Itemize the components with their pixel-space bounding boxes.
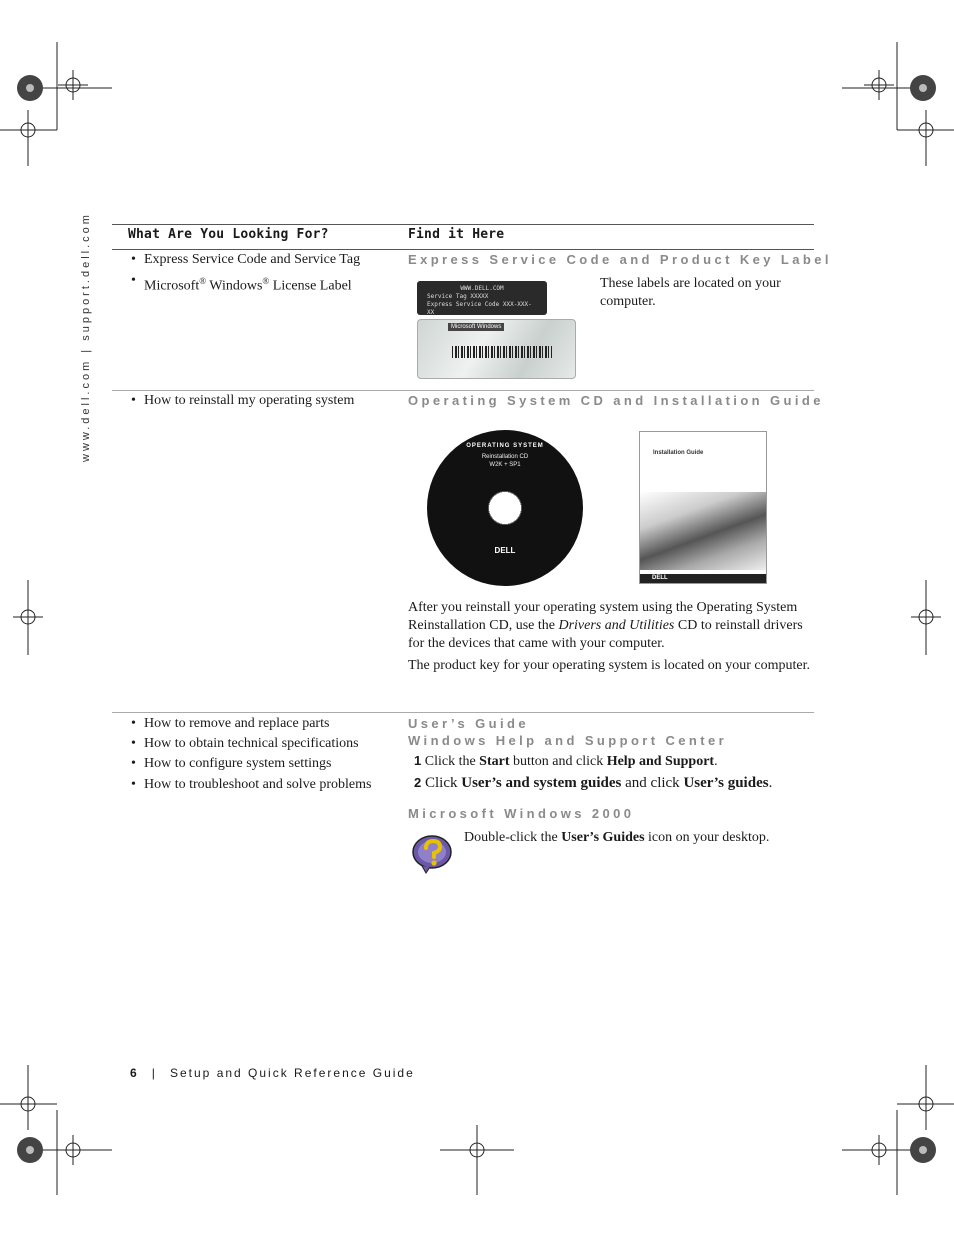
guide-footer-bar [640,574,766,583]
help-question-icon [410,832,454,874]
dell-logo: DELL [652,575,668,581]
list-item: • Express Service Code and Service Tag [144,251,360,269]
section-heading-w2k: Microsoft Windows 2000 [408,806,635,821]
list-item: • How to reinstall my operating system [144,392,354,410]
guide-cover-photo [640,492,766,570]
col-header-find-it: Find it Here [408,227,505,242]
footer-title: Setup and Quick Reference Guide [170,1066,415,1080]
label-location-text: These labels are located on your computer. [600,276,781,309]
product-key-paragraph: The product key for your operating system is located on your computer. [408,658,811,673]
installation-guide-image [639,431,767,584]
label-line: Service Tag XXXXX [427,293,489,300]
section-heading-users-guide: User’s Guide [408,716,529,731]
list-item: • How to remove and replace parts [144,715,329,733]
os-cd-image [427,430,583,586]
label-brand: Microsoft Windows [448,323,504,331]
list-item-microsoft-license: • Microsoft® Windows® License Label [144,272,352,296]
reinstall-paragraph: After you reinstall your operating system using the Operating System Reinstallation CD, use the Drivers and Utilities CD to reinstall drivers for the devices that came with your computer. [408,600,803,651]
product-key-label-image [417,319,576,379]
list-item: • How to troubleshoot and solve problems [144,776,371,794]
label-line: WWW.DELL.COM [460,285,504,292]
dell-logo: DELL [494,546,516,555]
row-divider-2 [112,712,814,713]
section-heading: Operating System CD and Installation Guide [408,393,824,408]
list-item: • How to obtain technical specifications [144,735,359,753]
col-header-looking-for: What Are You Looking For? [128,227,329,242]
page-footer [130,1062,415,1081]
header-rule [112,249,814,250]
label-line: Express Service Code XXX-XXX-XX [427,301,532,316]
cd-title: OPERATING SYSTEM [466,443,544,449]
row-divider-1 [112,390,814,391]
guide-title: Installation Guide [653,450,704,456]
step-1: 1 Click the Start button and click Help and Support. [414,753,718,769]
table-top-rule [112,224,814,225]
cd-edition: W2K + SP1 [489,462,521,468]
barcode-icon [452,346,552,358]
sidebar-url: www.dell.com | support.dell.com [80,212,92,462]
page-number: 6 [130,1066,139,1080]
step-2: 2 Click User’s and system guides and click User’s guides. [414,775,773,791]
service-tag-label-image [417,281,547,315]
footer-separator: | [151,1066,157,1080]
section-heading-help-center: Windows Help and Support Center [408,733,728,748]
w2k-instruction: Double-click the User’s Guides icon on your desktop. [464,830,770,845]
cd-subtitle: Reinstallation CD [481,454,529,460]
section-heading: Express Service Code and Product Key Label [408,252,832,267]
list-item: • How to configure system settings [144,755,331,773]
